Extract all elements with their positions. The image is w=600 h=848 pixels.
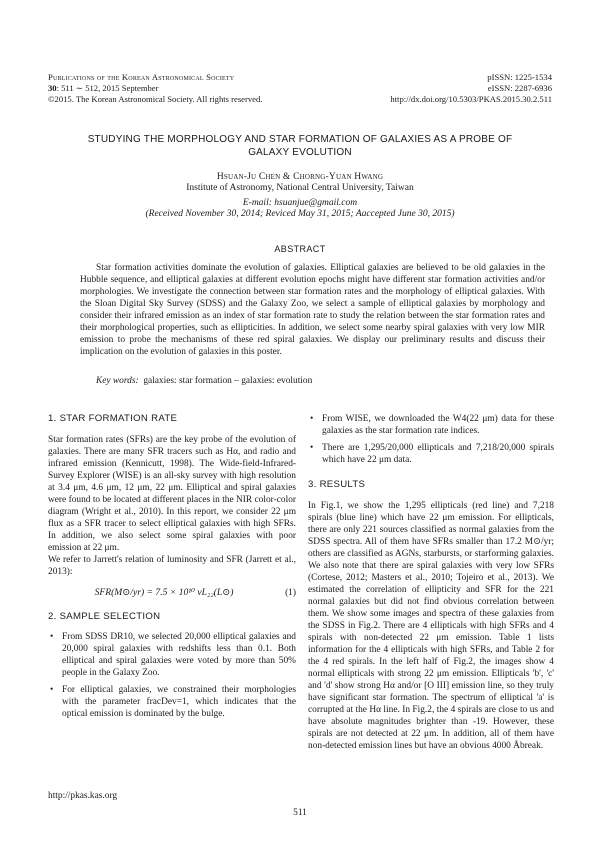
list-item: • There are 1,295/20,000 ellipticals and 7,218/20,000 spirals which have 22 μm data. <box>310 443 554 465</box>
page-number: 511 <box>293 808 307 818</box>
section-1-paragraph-1: Star formation rates (SFRs) are the key probe of the evolution of galaxies. There are many SFR tracers such as Hα, and radio and infrared emission (Kennicutt, 1998). The Wide-field-Infrared-Survey Explorer (WISE) is an all-sky survey with high resolution at 3.4 μm, 4.6 μm, 12 μm, 22 μm. Elliptical and spiral galaxies were found to be located at different places in the NIR color-color diagram (Wright et al., 2010). In this report, we consider 22 μm flux as a SFR tracer to select elliptical galaxies with high SFRs. In addition, we also select some spiral galaxies with poor emission at 22 μm. <box>48 435 296 553</box>
list-item: • For elliptical galaxies, we constrained their morphologies with the parameter fracDev=1, which indicates that the optical emission is dominated by the bulge. <box>50 685 296 719</box>
volume-pages: : 511 ∼ 512, 2015 September <box>56 83 159 93</box>
section-3-heading: 3. RESULTS <box>308 479 366 490</box>
equation-row <box>48 587 296 603</box>
section-2-list-continued <box>308 413 554 466</box>
copyright: ©2015. The Korean Astronomical Society. All rights reserved. <box>48 94 263 104</box>
volume-line <box>48 83 262 94</box>
author-list: Hsuan-Ju Chen & Chorng-Yuan Hwang <box>216 172 384 182</box>
doi-link[interactable]: http://dx.doi.org/10.5303/PKAS.2015.30.2.511 <box>390 94 552 104</box>
journal-name: Publications of the Korean Astronomical Society <box>48 72 235 82</box>
right-column <box>308 413 554 752</box>
list-item: • From SDSS DR10, we selected 20,000 elliptical galaxies and 20,000 spiral galaxies with redshifts less than 0.1. Both elliptical and spiral galaxies were voted by more than 50% people in the Galaxy Zoo. <box>50 632 296 678</box>
keywords-label: Key words: <box>96 376 139 386</box>
equation-number: (1) <box>285 588 296 598</box>
section-1-heading: 1. STAR FORMATION RATE <box>48 413 178 424</box>
footer-url[interactable]: http://pkas.kas.org <box>48 791 118 801</box>
received-dates: (Received November 30, 2014; Reviced May 31, 2015; Aaccepted June 30, 2015) <box>145 209 455 219</box>
keywords-text: galaxies: star formation – galaxies: evolution <box>143 376 313 386</box>
affiliation: Institute of Astronomy, National Central University, Taiwan <box>186 183 414 193</box>
keywords-line <box>80 375 545 387</box>
section-2-list <box>48 631 296 720</box>
eissn: eISSN: 2287-6936 <box>487 83 552 93</box>
paper-title: STUDYING THE MORPHOLOGY AND STAR FORMATION OF GALAXIES AS A PROBE OF GALAXY EVOLUTION <box>87 134 513 158</box>
journal-header <box>48 72 262 105</box>
equation-1: SFR(M⊙/yr) = 7.5 × 10¹⁰ νL₂₂(L⊙) <box>94 587 234 598</box>
left-column <box>48 413 296 720</box>
abstract-text: Star formation activities dominate the evolution of galaxies. Elliptical galaxies are believed to be old galaxies in the Hubble sequence, and elliptical galaxies at different evolution epochs might have different star formation activities and/or morphologies. We investigate the connection between star formation rates and the morphology of elliptical galaxies. With the Sloan Digital Sky Survey (SDSS) and the Galaxy Zoo, we select a sample of elliptical galaxies by morphology and consider their infrared emission as an index of star formation rate to study the relation between the star formation rates and their morphological properties, such as ellipticities. In addition, we select some nearby spiral galaxies with very low MIR emission to probe the mechanisms of these red spiral galaxies. We display our preliminary results and discuss their implication on the evolution of galaxies in this poster. <box>80 263 545 357</box>
abstract-heading: ABSTRACT <box>274 244 326 254</box>
section-2-heading: 2. SAMPLE SELECTION <box>48 611 161 622</box>
volume-number: 30 <box>48 83 57 93</box>
contact-email[interactable]: E-mail: hsuanjue@gmail.com <box>242 198 358 208</box>
section-3-paragraph-1: In Fig.1, we show the 1,295 ellipticals (red line) and 7,218 spirals (blue line) which have 22 μm emission. For ellipticals, there are only 221 sources classified as normal galaxies from the SDSS spectra. All of them have SFRs smaller than 17.2 M⊙/yr; others are classified as AGNs, starbursts, or starforming galaxies. We also note that there are spiral galaxies with very low SFRs (Cortese, 2012; Masters et al., 2010; Tojeiro et al., 2013). We estimated the correlation of ellipticity and SFR for the 221 normal galaxies but did not find obvious correlation between them. We show some images and spectra of these galaxies from the SDSS in Fig.2. There are 4 ellipticals with high SFRs and 4 spirals with non-detected 22 μm emission. Table 1 lists information for the 4 ellipticals with high SFRs, and Table 2 for the 4 red spirals. In the left half of Fig.2, the images show 4 normal ellipticals with strong 22 μm emission. Ellipticals 'b', 'c' and 'd' show strong Hα and/or [O III] emission line, so they truly have significant star formation. The spectrum of elliptical 'a' is corrupted at the Hα line. In Fig.2, the 4 spirals are close to us and have absolute magnitudes brighter than -19. However, these spirals are not detected at 22 μm. In addition, all of them have non-detected emission lines but have an obvious 4000 Åbreak. <box>308 501 554 751</box>
list-item: • From WISE, we downloaded the W4(22 μm) data for these galaxies as the star formation rate indices. <box>310 414 554 436</box>
section-1-paragraph-2: We refer to Jarrett's relation of luminosity and SFR (Jarrett et al., 2013): <box>48 555 296 577</box>
pissn: pISSN: 1225-1534 <box>487 72 552 82</box>
issn-block <box>390 72 552 105</box>
